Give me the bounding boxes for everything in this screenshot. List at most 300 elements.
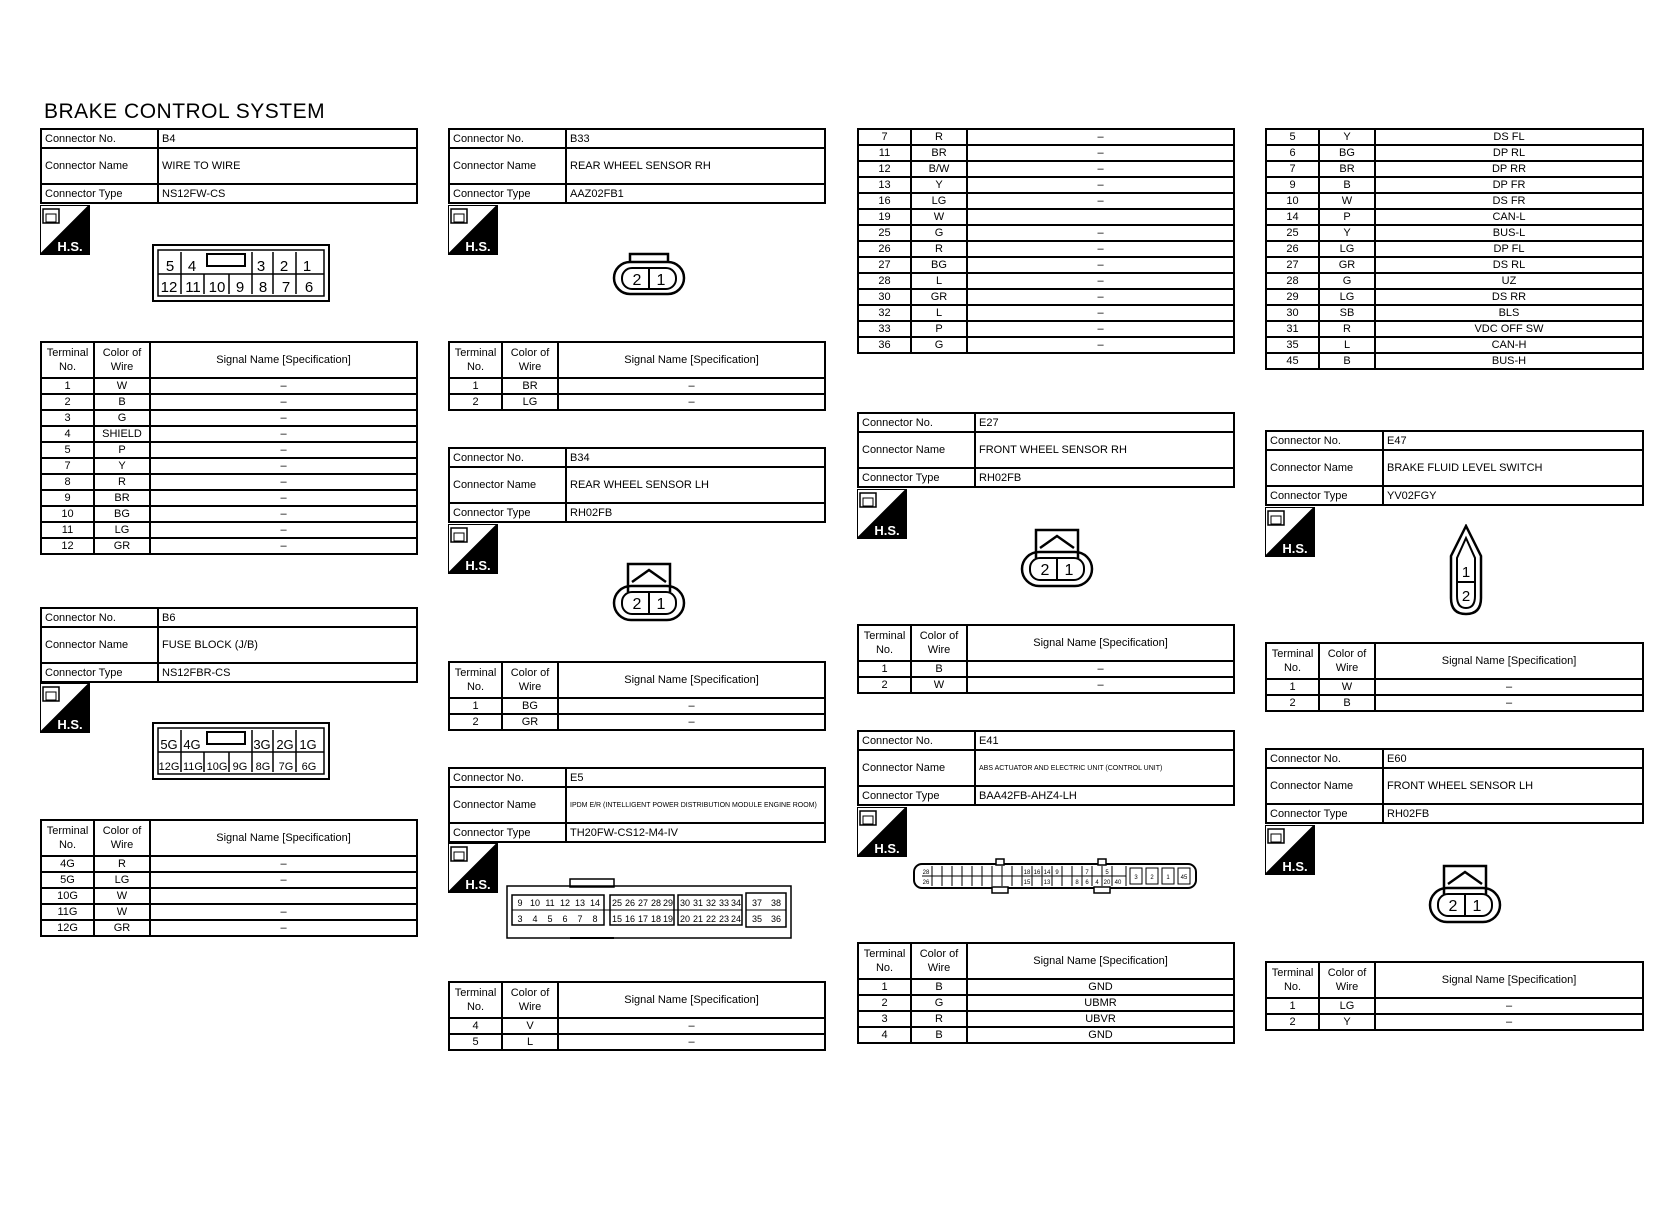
svg-text:1: 1 xyxy=(302,258,312,275)
signal-name: – xyxy=(150,410,417,426)
signal-name: – xyxy=(967,241,1234,257)
signal-name-header: Signal Name [Specification] xyxy=(150,820,417,856)
connector-type-value: NS12FBR-CS xyxy=(158,663,417,682)
terminal-no-header: Terminal No. xyxy=(41,820,94,856)
wire-color: R xyxy=(911,1011,967,1027)
b6-connector-diagram xyxy=(152,722,330,780)
terminal-no: 33 xyxy=(858,321,911,337)
table-row xyxy=(858,225,1234,241)
table-row xyxy=(1266,225,1643,241)
b33-connector-diagram xyxy=(612,250,686,296)
table-row xyxy=(1266,289,1643,305)
connector-type-value: TH20FW-CS12-M4-IV xyxy=(566,823,825,842)
signal-name: – xyxy=(150,904,417,920)
svg-text:7G: 7G xyxy=(278,761,294,773)
wire-color: BR xyxy=(911,145,967,161)
svg-text:5: 5 xyxy=(1105,870,1109,876)
terminal-no: 26 xyxy=(1266,241,1319,257)
table-row xyxy=(858,161,1234,177)
signal-name: – xyxy=(967,129,1234,145)
svg-text:2: 2 xyxy=(1448,898,1458,915)
terminal-no: 2 xyxy=(858,677,911,693)
table-row xyxy=(858,305,1234,321)
signal-name: BUS-L xyxy=(1375,225,1643,241)
signal-name: – xyxy=(558,1034,825,1050)
svg-text:2G: 2G xyxy=(276,737,294,752)
label-connector-type: Connector Type xyxy=(449,823,566,842)
svg-text:16: 16 xyxy=(624,914,636,924)
label-connector-no: Connector No. xyxy=(858,731,975,750)
table-row xyxy=(1266,321,1643,337)
svg-text:7: 7 xyxy=(281,279,291,296)
terminal-no: 5G xyxy=(41,872,94,888)
color-of-wire-header: Color of Wire xyxy=(911,625,967,661)
table-row xyxy=(858,321,1234,337)
terminal-no: 25 xyxy=(858,225,911,241)
table-row xyxy=(1266,193,1643,209)
wire-color: Y xyxy=(94,458,150,474)
svg-text:5: 5 xyxy=(165,258,175,275)
svg-text:24: 24 xyxy=(730,914,742,924)
table-row xyxy=(41,410,417,426)
table-row xyxy=(1266,679,1643,695)
connector-name-value: ABS ACTUATOR AND ELECTRIC UNIT (CONTROL UNIT) xyxy=(975,750,1234,786)
signal-name: – xyxy=(967,289,1234,305)
svg-text:5G: 5G xyxy=(160,737,178,752)
table-row xyxy=(41,920,417,936)
harness-side-icon xyxy=(448,205,498,255)
svg-text:27: 27 xyxy=(637,898,649,908)
signal-name: DP RR xyxy=(1375,161,1643,177)
table-row xyxy=(1266,177,1643,193)
svg-text:H.S.: H.S. xyxy=(465,877,491,892)
signal-name: – xyxy=(1375,1014,1643,1030)
wire-color: P xyxy=(1319,209,1375,225)
signal-name: – xyxy=(150,490,417,506)
signal-name: – xyxy=(150,522,417,538)
svg-text:14: 14 xyxy=(1043,870,1051,876)
terminal-no: 28 xyxy=(1266,273,1319,289)
signal-name: CAN-H xyxy=(1375,337,1643,353)
terminal-no: 4 xyxy=(41,426,94,442)
svg-text:35: 35 xyxy=(751,914,763,924)
table-row xyxy=(1266,998,1643,1014)
table-row xyxy=(41,872,417,888)
svg-text:28: 28 xyxy=(922,870,930,876)
signal-name: UBVR xyxy=(967,1011,1234,1027)
svg-text:26: 26 xyxy=(624,898,636,908)
svg-text:H.S.: H.S. xyxy=(1282,859,1308,874)
svg-text:17: 17 xyxy=(637,914,649,924)
svg-text:7: 7 xyxy=(577,914,583,924)
svg-text:3G: 3G xyxy=(253,737,271,752)
signal-name: – xyxy=(558,714,825,730)
color-of-wire-header: Color of Wire xyxy=(1319,643,1375,679)
svg-text:3: 3 xyxy=(1134,875,1138,881)
wire-color: W xyxy=(94,888,150,904)
svg-text:4G: 4G xyxy=(183,737,201,752)
signal-name: – xyxy=(150,856,417,872)
signal-name: – xyxy=(967,677,1234,693)
connector-e41-pin-table-continued xyxy=(857,128,1235,354)
terminal-no: 1 xyxy=(41,378,94,394)
wire-color: BG xyxy=(1319,145,1375,161)
terminal-no: 12 xyxy=(858,161,911,177)
svg-text:10: 10 xyxy=(529,898,541,908)
connector-name-value: BRAKE FLUID LEVEL SWITCH xyxy=(1383,450,1643,486)
label-connector-name: Connector Name xyxy=(1266,768,1383,804)
wire-color: R xyxy=(94,856,150,872)
svg-text:H.S.: H.S. xyxy=(465,558,491,573)
signal-name: DS RR xyxy=(1375,289,1643,305)
wire-color: LG xyxy=(1319,998,1375,1014)
wire-color: BG xyxy=(94,506,150,522)
wire-color: B xyxy=(911,661,967,677)
terminal-no: 30 xyxy=(858,289,911,305)
table-row xyxy=(1266,1014,1643,1030)
wire-color: BG xyxy=(911,257,967,273)
terminal-no: 35 xyxy=(1266,337,1319,353)
wire-color: W xyxy=(1319,193,1375,209)
wire-color: LG xyxy=(94,522,150,538)
wire-color: W xyxy=(94,904,150,920)
terminal-no-header: Terminal No. xyxy=(858,625,911,661)
svg-text:2: 2 xyxy=(1150,875,1154,881)
svg-text:18: 18 xyxy=(1023,870,1031,876)
table-row xyxy=(858,145,1234,161)
color-of-wire-header: Color of Wire xyxy=(502,342,558,378)
table-row xyxy=(449,394,825,410)
table-row xyxy=(858,677,1234,693)
table-row xyxy=(41,458,417,474)
svg-text:8: 8 xyxy=(1075,880,1079,886)
svg-text:13: 13 xyxy=(1043,880,1051,886)
connector-b34-pin-table xyxy=(448,661,826,731)
harness-side-icon xyxy=(857,807,907,857)
svg-text:12G: 12G xyxy=(158,761,180,773)
terminal-no: 3 xyxy=(858,1011,911,1027)
terminal-no: 11 xyxy=(41,522,94,538)
wire-color: B xyxy=(1319,695,1375,711)
terminal-no-header: Terminal No. xyxy=(1266,643,1319,679)
connector-no-value: E41 xyxy=(975,731,1234,750)
svg-text:8: 8 xyxy=(592,914,598,924)
svg-text:15: 15 xyxy=(1023,880,1031,886)
wire-color: W xyxy=(1319,679,1375,695)
terminal-no: 12 xyxy=(41,538,94,554)
color-of-wire-header: Color of Wire xyxy=(911,943,967,979)
svg-text:11G: 11G xyxy=(183,761,203,773)
svg-text:3: 3 xyxy=(517,914,523,924)
terminal-no: 5 xyxy=(1266,129,1319,145)
color-of-wire-header: Color of Wire xyxy=(502,982,558,1018)
table-row xyxy=(858,337,1234,353)
terminal-no-header: Terminal No. xyxy=(449,662,502,698)
terminal-no: 45 xyxy=(1266,353,1319,369)
color-of-wire-header: Color of Wire xyxy=(94,820,150,856)
terminal-no-header: Terminal No. xyxy=(1266,962,1319,998)
table-row xyxy=(1266,129,1643,145)
terminal-no: 3 xyxy=(41,410,94,426)
signal-name: – xyxy=(967,321,1234,337)
svg-text:1: 1 xyxy=(656,272,666,289)
signal-name: – xyxy=(967,161,1234,177)
signal-name: GND xyxy=(967,1027,1234,1043)
e5-connector-diagram xyxy=(506,878,792,940)
svg-text:11: 11 xyxy=(185,279,201,296)
terminal-no: 2 xyxy=(858,995,911,1011)
terminal-no: 2 xyxy=(41,394,94,410)
svg-text:2: 2 xyxy=(1040,562,1050,579)
svg-text:33: 33 xyxy=(718,898,730,908)
e27-connector-diagram xyxy=(1020,526,1094,588)
wire-color: G xyxy=(94,410,150,426)
svg-text:9: 9 xyxy=(517,898,523,908)
terminal-no: 1 xyxy=(449,698,502,714)
wire-color: Y xyxy=(911,177,967,193)
label-connector-type: Connector Type xyxy=(449,503,566,522)
table-row xyxy=(41,888,417,904)
terminal-no: 27 xyxy=(1266,257,1319,273)
terminal-no: 10G xyxy=(41,888,94,904)
terminal-no: 2 xyxy=(449,394,502,410)
connector-type-value: NS12FW-CS xyxy=(158,184,417,203)
terminal-no: 1 xyxy=(858,661,911,677)
signal-name: – xyxy=(150,458,417,474)
signal-name: – xyxy=(150,378,417,394)
svg-text:2: 2 xyxy=(1461,588,1471,605)
table-row xyxy=(1266,305,1643,321)
signal-name: – xyxy=(150,474,417,490)
table-row xyxy=(449,1018,825,1034)
wire-color: BG xyxy=(502,698,558,714)
wire-color: W xyxy=(911,209,967,225)
signal-name: – xyxy=(150,442,417,458)
wire-color: LG xyxy=(1319,241,1375,257)
label-connector-no: Connector No. xyxy=(449,768,566,787)
e47-connector-diagram xyxy=(1448,524,1484,616)
wire-color: L xyxy=(911,273,967,289)
label-connector-type: Connector Type xyxy=(858,786,975,805)
wire-color: R xyxy=(911,129,967,145)
svg-text:12: 12 xyxy=(160,279,178,296)
wire-color: P xyxy=(94,442,150,458)
table-row xyxy=(41,378,417,394)
svg-text:H.S.: H.S. xyxy=(57,717,83,732)
terminal-no: 11G xyxy=(41,904,94,920)
signal-name: – xyxy=(967,225,1234,241)
terminal-no: 25 xyxy=(1266,225,1319,241)
signal-name: UZ xyxy=(1375,273,1643,289)
wire-color: G xyxy=(911,225,967,241)
signal-name: DP FR xyxy=(1375,177,1643,193)
table-row xyxy=(1266,695,1643,711)
connector-e47-header xyxy=(1265,430,1644,506)
color-of-wire-header: Color of Wire xyxy=(502,662,558,698)
table-row xyxy=(858,273,1234,289)
wire-color: B xyxy=(1319,177,1375,193)
svg-text:1: 1 xyxy=(1064,562,1074,579)
connector-e41-pin-table xyxy=(857,942,1235,1044)
table-row xyxy=(1266,257,1643,273)
terminal-no: 7 xyxy=(1266,161,1319,177)
signal-name: – xyxy=(1375,695,1643,711)
wire-color: SB xyxy=(1319,305,1375,321)
table-row xyxy=(858,241,1234,257)
e41-connector-diagram xyxy=(912,856,1198,896)
terminal-no: 1 xyxy=(1266,679,1319,695)
svg-text:13: 13 xyxy=(574,898,586,908)
svg-text:25: 25 xyxy=(611,898,623,908)
svg-text:19: 19 xyxy=(662,914,674,924)
signal-name: – xyxy=(558,698,825,714)
signal-name: DS FL xyxy=(1375,129,1643,145)
signal-name-header: Signal Name [Specification] xyxy=(967,943,1234,979)
terminal-no: 10 xyxy=(1266,193,1319,209)
connector-e41-pin-table-continued-2 xyxy=(1265,128,1644,370)
signal-name: – xyxy=(558,394,825,410)
harness-side-icon xyxy=(857,489,907,539)
terminal-no: 2 xyxy=(449,714,502,730)
page-title: BRAKE CONTROL SYSTEM xyxy=(44,100,326,123)
signal-name: – xyxy=(558,1018,825,1034)
signal-name-header: Signal Name [Specification] xyxy=(1375,962,1643,998)
wire-color: L xyxy=(502,1034,558,1050)
wire-color: B xyxy=(94,394,150,410)
wire-color: GR xyxy=(911,289,967,305)
label-connector-type: Connector Type xyxy=(1266,804,1383,823)
table-row xyxy=(858,257,1234,273)
connector-no-value: B6 xyxy=(158,608,417,627)
svg-text:H.S.: H.S. xyxy=(874,523,900,538)
label-connector-no: Connector No. xyxy=(41,608,158,627)
svg-text:1: 1 xyxy=(1472,898,1482,915)
signal-name: – xyxy=(558,378,825,394)
connector-type-value: RH02FB xyxy=(1383,804,1643,823)
wire-color: B xyxy=(911,1027,967,1043)
signal-name: – xyxy=(1375,679,1643,695)
connector-b4-pin-table xyxy=(40,341,418,555)
svg-text:28: 28 xyxy=(650,898,662,908)
svg-text:30: 30 xyxy=(679,898,691,908)
wire-color: LG xyxy=(502,394,558,410)
connector-no-value: B33 xyxy=(566,129,825,148)
terminal-no: 28 xyxy=(858,273,911,289)
svg-text:20: 20 xyxy=(1103,880,1111,886)
terminal-no: 7 xyxy=(858,129,911,145)
svg-text:1G: 1G xyxy=(299,737,317,752)
table-row xyxy=(1266,353,1643,369)
svg-text:1: 1 xyxy=(1166,875,1170,881)
wire-color: BR xyxy=(502,378,558,394)
label-connector-no: Connector No. xyxy=(41,129,158,148)
signal-name: DS RL xyxy=(1375,257,1643,273)
terminal-no: 13 xyxy=(858,177,911,193)
label-connector-type: Connector Type xyxy=(41,184,158,203)
connector-e60-header xyxy=(1265,748,1644,824)
svg-text:4: 4 xyxy=(187,258,197,275)
signal-name: GND xyxy=(967,979,1234,995)
label-connector-no: Connector No. xyxy=(449,448,566,467)
wire-color: P xyxy=(911,321,967,337)
svg-text:2: 2 xyxy=(279,258,289,275)
b34-connector-diagram xyxy=(612,560,686,622)
signal-name-header: Signal Name [Specification] xyxy=(150,342,417,378)
wire-color: W xyxy=(911,677,967,693)
signal-name: – xyxy=(967,257,1234,273)
label-connector-name: Connector Name xyxy=(858,432,975,468)
label-connector-name: Connector Name xyxy=(858,750,975,786)
svg-text:32: 32 xyxy=(705,898,717,908)
color-of-wire-header: Color of Wire xyxy=(94,342,150,378)
terminal-no: 9 xyxy=(1266,177,1319,193)
terminal-no: 4 xyxy=(449,1018,502,1034)
table-row xyxy=(1266,161,1643,177)
table-row xyxy=(858,1011,1234,1027)
signal-name xyxy=(967,209,1234,225)
wire-color: Y xyxy=(1319,225,1375,241)
terminal-no-header: Terminal No. xyxy=(449,342,502,378)
harness-side-icon xyxy=(1265,507,1315,557)
wire-color: W xyxy=(94,378,150,394)
svg-text:38: 38 xyxy=(770,898,782,908)
harness-side-icon xyxy=(448,524,498,574)
svg-text:31: 31 xyxy=(692,898,704,908)
wire-color: SHIELD xyxy=(94,426,150,442)
signal-name: – xyxy=(967,305,1234,321)
table-row xyxy=(858,177,1234,193)
label-connector-no: Connector No. xyxy=(1266,431,1383,450)
table-row xyxy=(41,856,417,872)
table-row xyxy=(858,129,1234,145)
connector-no-value: B4 xyxy=(158,129,417,148)
harness-side-icon xyxy=(40,205,90,255)
table-row xyxy=(41,904,417,920)
svg-text:8G: 8G xyxy=(255,761,271,773)
svg-text:10: 10 xyxy=(208,279,226,296)
wire-color: R xyxy=(1319,321,1375,337)
signal-name: – xyxy=(150,394,417,410)
connector-no-value: E60 xyxy=(1383,749,1643,768)
wire-color: BR xyxy=(1319,161,1375,177)
svg-text:H.S.: H.S. xyxy=(874,841,900,856)
table-row xyxy=(1266,273,1643,289)
wire-color: G xyxy=(911,995,967,1011)
wire-color: GR xyxy=(1319,257,1375,273)
table-row xyxy=(41,490,417,506)
wire-color: LG xyxy=(911,193,967,209)
svg-text:2: 2 xyxy=(632,272,642,289)
signal-name-header: Signal Name [Specification] xyxy=(967,625,1234,661)
terminal-no: 30 xyxy=(1266,305,1319,321)
svg-text:9: 9 xyxy=(235,279,245,296)
signal-name: DP FL xyxy=(1375,241,1643,257)
svg-text:10G: 10G xyxy=(206,761,228,773)
svg-text:1: 1 xyxy=(1461,564,1471,581)
svg-text:7: 7 xyxy=(1085,870,1089,876)
b4-connector-diagram xyxy=(152,244,330,302)
wire-color: V xyxy=(502,1018,558,1034)
connector-name-value: FRONT WHEEL SENSOR LH xyxy=(1383,768,1643,804)
svg-text:21: 21 xyxy=(692,914,704,924)
terminal-no-header: Terminal No. xyxy=(858,943,911,979)
svg-text:15: 15 xyxy=(611,914,623,924)
wire-color: G xyxy=(1319,273,1375,289)
e60-connector-diagram xyxy=(1428,862,1502,924)
signal-name: – xyxy=(967,337,1234,353)
terminal-no: 5 xyxy=(41,442,94,458)
terminal-no: 26 xyxy=(858,241,911,257)
